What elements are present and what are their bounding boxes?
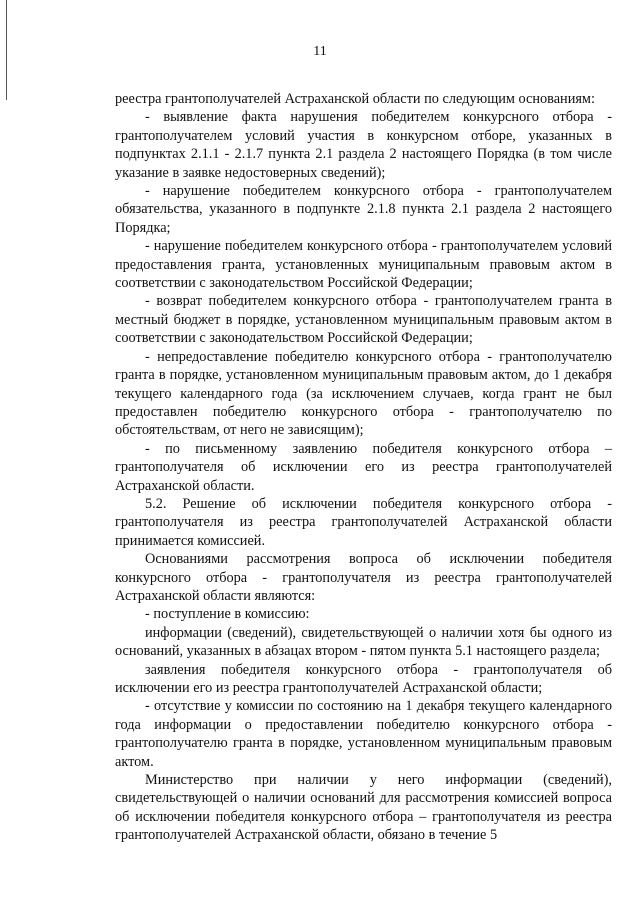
paragraph: - возврат победителем конкурсного отбора - грантополучателем гранта в местный бюджет в порядке, установленном муниципальным правовым актом в соответствии с законодательством Российской Федерации; [115, 293, 612, 347]
paragraph: информации (сведений), свидетельствующей о наличии хотя бы одного из оснований, указанных в абзацах втором - пятом пункта 5.1 настоящего раздела; [115, 624, 612, 660]
paragraph: - по письменному заявлению победителя конкурсного отбора – грантополучателя об исключении его из реестра грантополучателей Астраханской области. [115, 440, 612, 494]
paragraph: - отсутствие у комиссии по состоянию на 1 декабря текущего календарного года информации о предоставлении победителю конкурсного отбора - грантополучателю гранта в порядке, установленном муниципальным правовым актом. [115, 698, 612, 770]
paragraph: Министерство при наличии у него информации (сведений), свидетельствующей о наличии оснований для рассмотрения комиссией вопроса об исключении победителя конкурсного отбора – грантополучателя из реестра грантополучателей Астраханской области, обязано в течение 5 [115, 772, 612, 844]
paragraph: реестра грантополучателей Астраханской области по следующим основаниям: [115, 91, 595, 107]
paragraph: заявления победителя конкурсного отбора - грантополучателя об исключении его из реестра грантополучателей Астраханской области; [115, 661, 612, 696]
paragraph: - непредоставление победителю конкурсного отбора - грантополучателю гранта в порядке, установленном муниципальным правовым актом, до 1 декабря текущего календарного года (за исключением случаев, когда грант не был предоставлен победителю конкурсного отбора - грантополучателю по обстоятельствам, от него не зависящим); [115, 348, 612, 439]
page-number: 11 [313, 44, 327, 59]
paragraph: Основаниями рассмотрения вопроса об исключении победителя конкурсного отбора - грантополучателя из реестра грантополучателей Астраханской области являются: [115, 551, 612, 604]
paragraph: - выявление факта нарушения победителем конкурсного отбора - грантополучателем условий участия в конкурсном отборе, указанных в подпунктах 2.1.1 - 2.1.7 пункта 2.1 раздела 2 настоящего Порядка (в том числе указание в заявке недостоверных сведений); [115, 109, 612, 181]
paragraph: - нарушение победителем конкурсного отбора - грантополучателем условий предоставления гранта, установленных муниципальным правовым актом в соответствии с законодательством Российской Федерации; [115, 238, 612, 292]
document-body [115, 90, 612, 845]
paragraph: - поступление в комиссию: [145, 606, 310, 623]
paragraph: 5.2. Решение об исключении победителя конкурсного отбора - грантополучателя из реестра грантополучателей Астраханской области принимается комиссией. [115, 495, 612, 549]
paragraph: - нарушение победителем конкурсного отбора - грантополучателем обязательства, указанного в подпункте 2.1.8 пункта 2.1 раздела 2 настоящего Порядка; [115, 183, 612, 236]
